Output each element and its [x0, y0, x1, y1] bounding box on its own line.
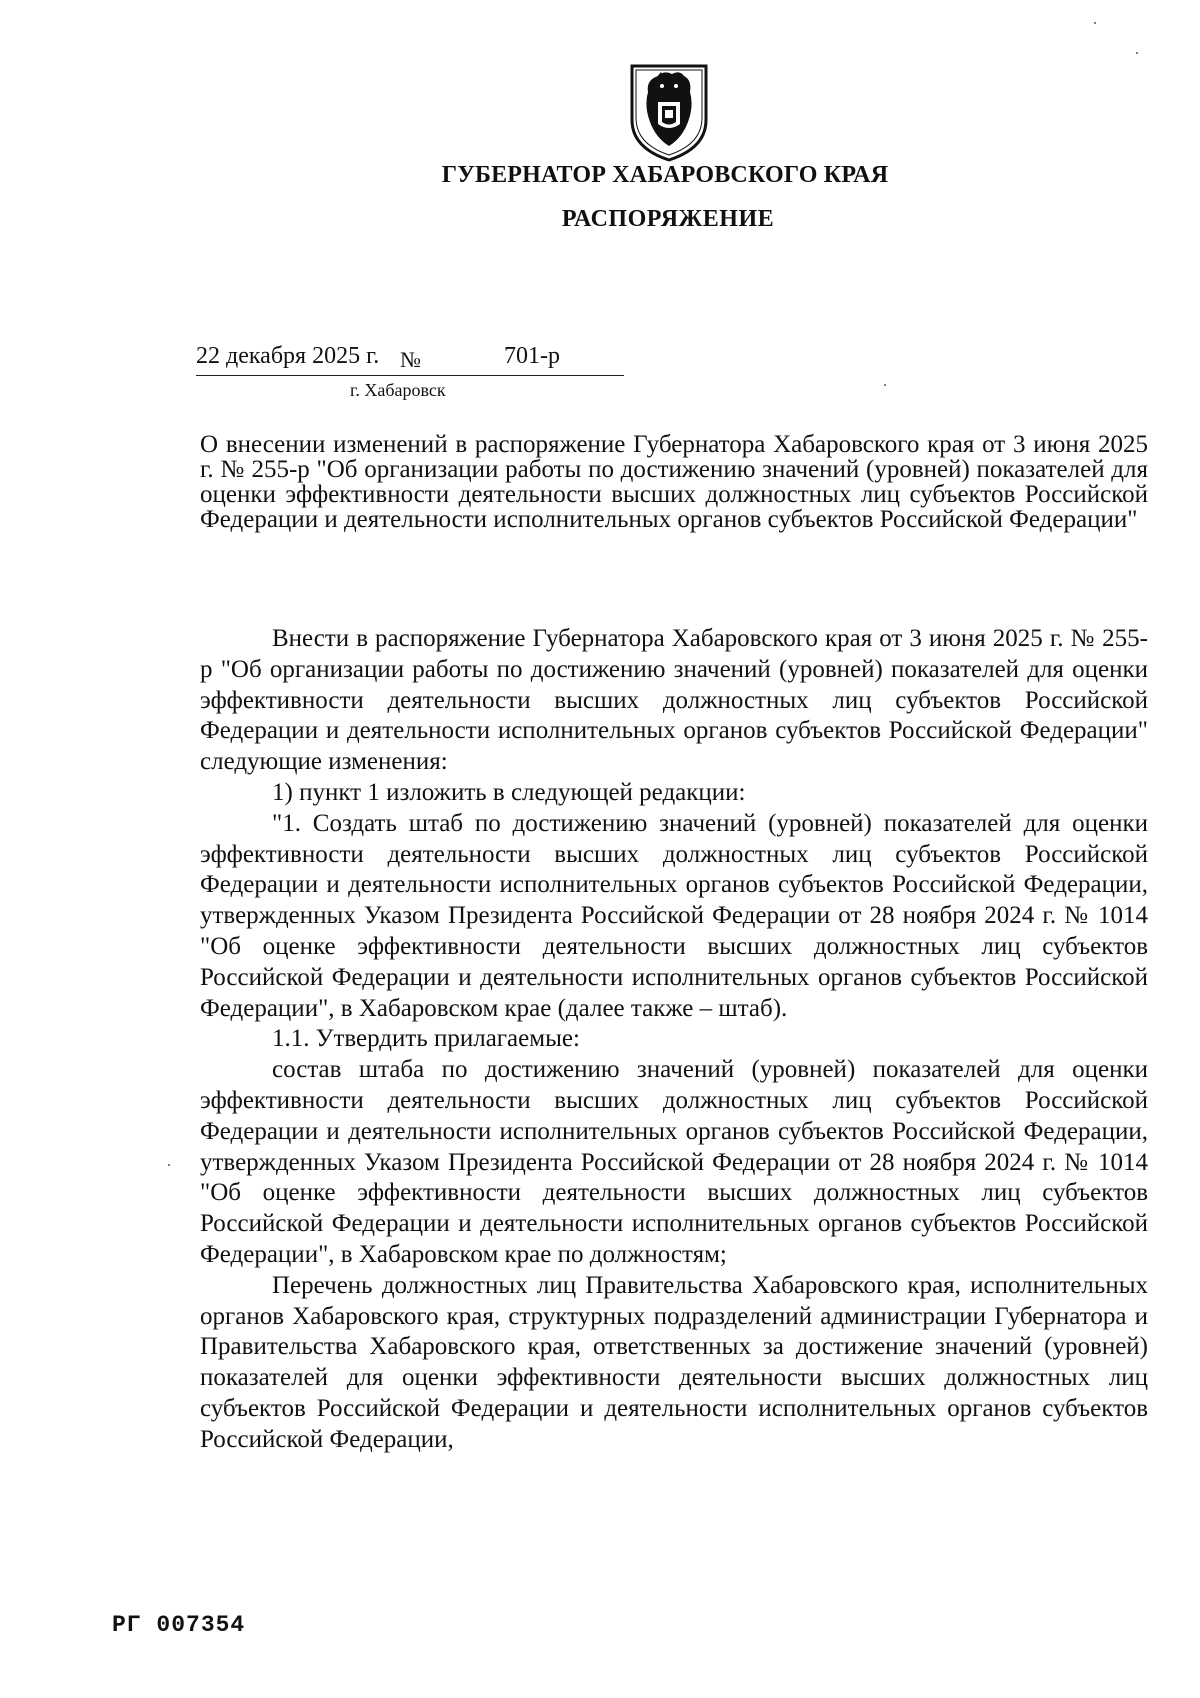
body-paragraph: Перечень должностных лиц Правительства Хабаровского края, исполнительных органов Хабаровского края, структурных подразделений администрации Губернатора и Правительства Хабаровского края, ответственных за достижение значений (уровней) показателей для оценки эффективности деятельности высших должностных лиц субъектов Российской Федерации и деятельности исполнительных органов субъектов Российской Федерации,: [200, 1271, 1148, 1453]
number-sign: №: [400, 347, 421, 372]
body-paragraph: Внести в распоряжение Губернатора Хабаровского края от 3 июня 2025 г. № 255-р "Об организации работы по достижению значений (уровней) показателей для оценки эффективности деятельности высших должностных лиц субъектов Российской Федерации и деятельности исполнительных органов субъектов Российской Федерации" следующие изменения:: [200, 625, 1148, 776]
document-city: г. Хабаровск: [350, 380, 446, 400]
document-date-number: [196, 343, 636, 383]
scan-speck: [1094, 22, 1096, 24]
document-body: [200, 624, 1148, 1456]
document-date: 22 декабря 2025 г.: [196, 343, 380, 369]
body-paragraph: 1) пункт 1 изложить в следующей редакции:: [272, 778, 746, 806]
coat-of-arms-icon: [628, 62, 710, 162]
scan-speck: [884, 384, 886, 386]
issuer-title: ГУБЕРНАТОР ХАБАРОВСКОГО КРАЯ: [441, 162, 889, 188]
document-subject: О внесении изменений в распоряжение Губернатора Хабаровского края от 3 июня 2025 г. № 255-р "Об организации работы по достижению значений (уровней) показателей для оценки эффективности деятельности высших должностных лиц субъектов Российской Федерации и деятельности исполнительных органов субъектов Российской Федерации": [200, 431, 1148, 533]
document-type: РАСПОРЯЖЕНИЕ: [561, 206, 775, 232]
body-paragraph: 1.1. Утвердить прилагаемые:: [272, 1025, 580, 1053]
body-paragraph: состав штаба по достижению значений (уровней) показателей для оценки эффективности деятельности высших должностных лиц субъектов Российской Федерации и деятельности исполнительных органов субъектов Российской Федерации, утвержденных Указом Президента Российской Федерации от 28 ноября 2024 г. № 1014 "Об оценке эффективности деятельности высших должностных лиц субъектов Российской Федерации и деятельности исполнительных органов субъектов Российской Федерации", в Хабаровском крае по должностям;: [200, 1056, 1148, 1268]
scan-speck: [168, 1164, 170, 1166]
date-underline: [196, 375, 624, 376]
form-serial-code: РГ 007354: [112, 1612, 246, 1638]
body-paragraph: "1. Создать штаб по достижению значений (уровней) показателей для оценки эффективности деятельности высших должностных лиц субъектов Российской Федерации и деятельности исполнительных органов субъектов Российской Федерации, утвержденных Указом Президента Российской Федерации от 28 ноября 2024 г. № 1014 "Об оценке эффективности деятельности высших должностных лиц субъектов Российской Федерации и деятельности исполнительных органов субъектов Российской Федерации", в Хабаровском крае (далее также – штаб).: [200, 809, 1148, 1022]
scan-speck: [1136, 52, 1138, 54]
document-number: 701-р: [504, 343, 560, 369]
